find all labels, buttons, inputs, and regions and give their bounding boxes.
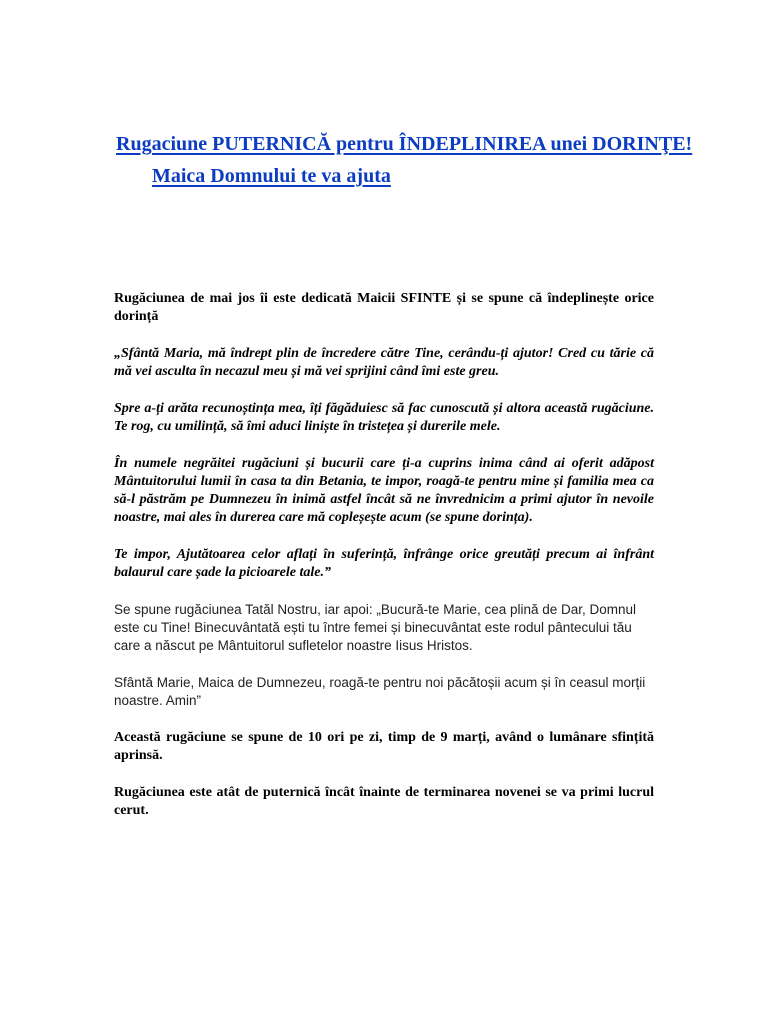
frequency-paragraph: Această rugăciune se spune de 10 ori pe zi, timp de 9 marți, având o lumânare sfințită aprinsă. — [114, 730, 654, 763]
closing-prayer-paragraph: Sfântă Marie, Maica de Dumnezeu, roagă-te pentru noi păcătoșii acum și în ceasul morții noastre. Amin” — [114, 675, 646, 708]
final-paragraph: Rugăciunea este atât de puternică încât înainte de terminarea novenei se va primi lucrul cerut. — [114, 785, 654, 818]
prayer-paragraph-2: Spre a-ți arăta recunoștința mea, îți făgăduiesc să fac cunoscută și altora această rugăciune. Te rog, cu umilință, să îmi aduci liniște în tristețea și durerile mele. — [114, 401, 654, 434]
prayer-paragraph-4: Te impor, Ajutătoarea celor aflați în suferință, înfrânge orice greutăți precum ai înfrânt balaurul care șade la picioarele tale.” — [114, 547, 654, 580]
prayer-paragraph-3: În numele negrăitei rugăciuni și bucurii care ți-a cuprins inima când ai oferit adăpost Mântuitorului lumii în casa ta din Betania, te impor, roagă-te pentru mine și familia mea ca să-l păstrăm pe Dumnezeu în inimă astfel încât să ne învrednicim a primi ajutor în nevoile noastre, mai ales în durerea care mă copleșește acum (se spune dorința). — [114, 456, 654, 525]
prayer-paragraph-1: „Sfântă Maria, mă îndrept plin de încredere către Tine, cerându-ți ajutor! Cred cu tărie că mă vei asculta în necazul meu și mă vei sprijini când îmi este greu. — [114, 346, 654, 379]
instruction-paragraph: Se spune rugăciunea Tatăl Nostru, iar apoi: „Bucură-te Marie, cea plină de Dar, Domnul este cu Tine! Binecuvântată ești tu între femei și binecuvântat este rodul pântecului tău care a născut pe Mântuitorul sufletelor noastre Iisus Hristos. — [114, 602, 637, 653]
intro-paragraph: Rugăciunea de mai jos îi este dedicată Maicii SFINTE și se spune că îndeplinește orice dorință — [114, 291, 654, 324]
document-title-link[interactable]: Rugaciune PUTERNICĂ pentru ÎNDEPLINIREA unei DORINŢE! Maica Domnului te va ajuta — [116, 133, 693, 187]
document-body — [114, 290, 654, 839]
